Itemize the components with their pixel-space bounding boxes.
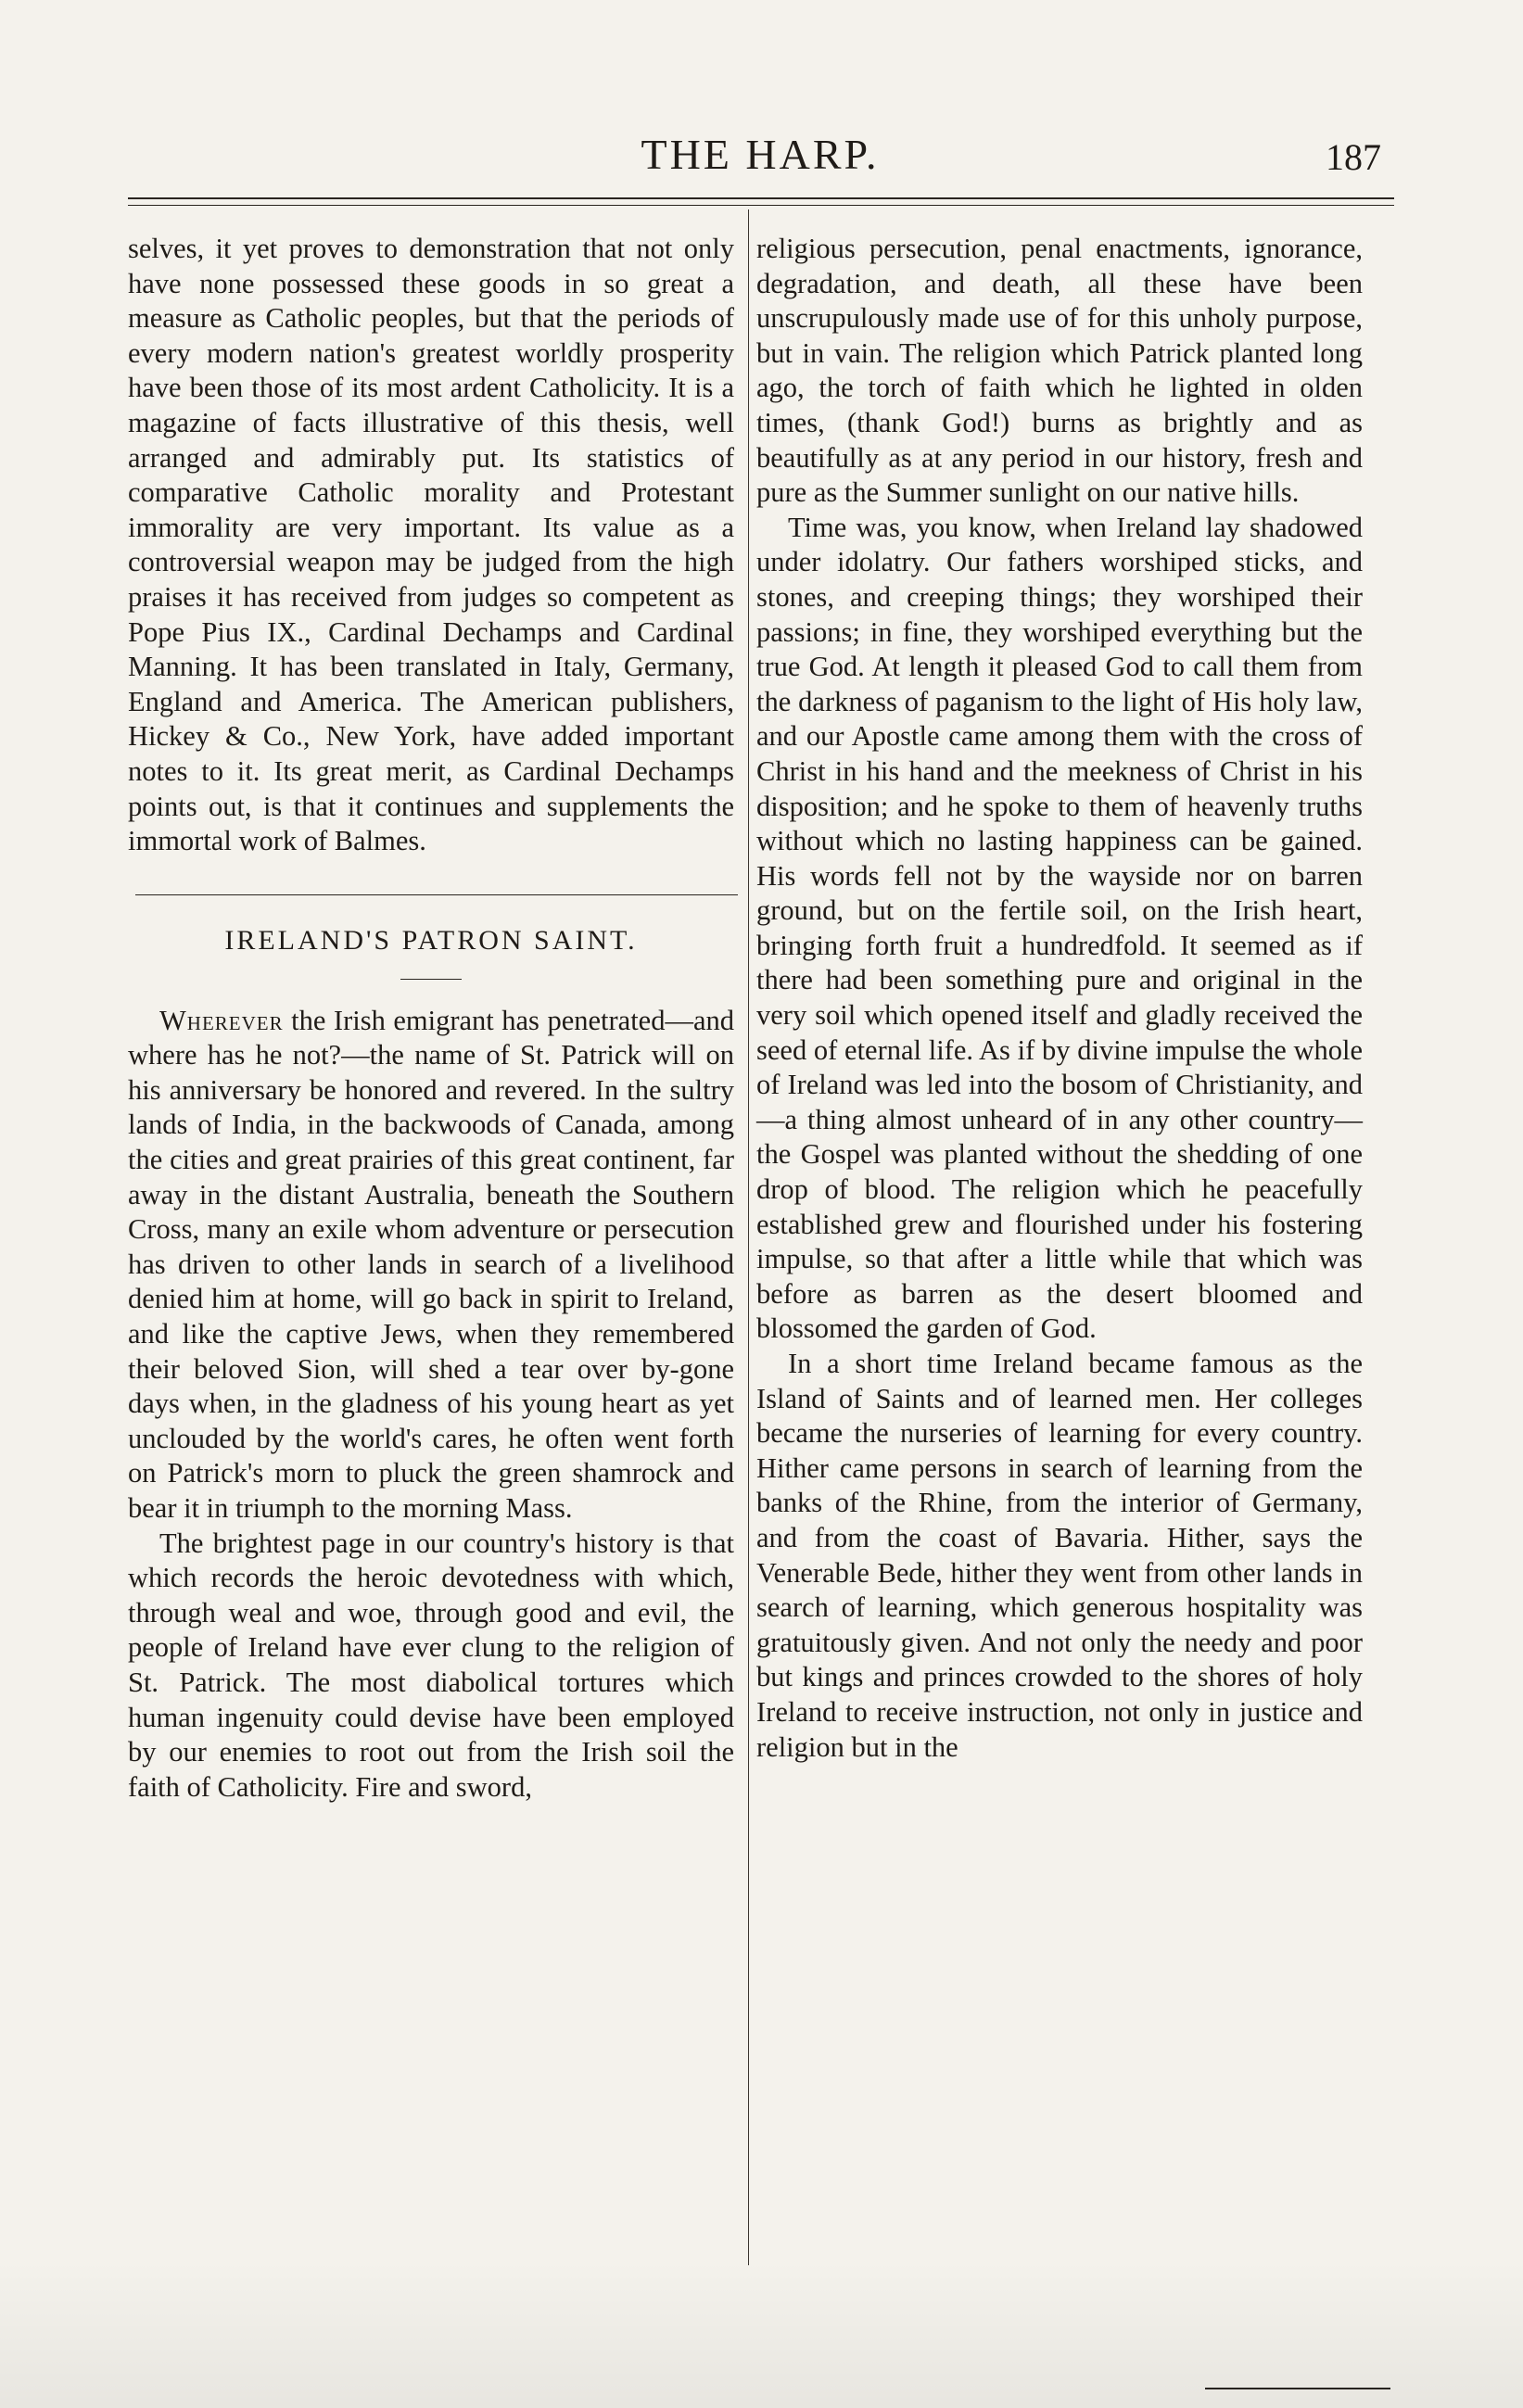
article-paragraph-1-text: the Irish emigrant has penetrated—and where has he not?—the name of St. Patrick will on his anniversary be honored and revered. In the sultry lands of India, in the backwoods of Canada, among the cities and great prairies of this great continent, far away in the distant Australia, beneath the Southern Cross, many an exile whom adventure or persecution has driven to other lands in search of a livelihood denied him at home, will go back in spirit to Ireland, and like the captive Jews, when they remembered their beloved Sion, will shed a tear over by-gone days when, in the gladness of his young heart as yet unclouded by the world's cares, he often went forth on Patrick's morn to pluck the green shamrock and bear it in triumph to the morning Mass.	[128, 1004, 734, 1524]
header-rule	[128, 197, 1394, 199]
header-rule-thin	[128, 205, 1394, 206]
article-title: IRELAND'S PATRON SAINT.	[224, 924, 638, 956]
article-paragraph-3: religious persecution, penal enactments, ignorance, degradation, and death, all these have been unscrupulously made use of for this unholy purpose, but in vain. The religion which Patrick planted long ago, the torch of faith which he lighted in olden times, (thank God!) burns as brightly and as beautifully as at any period in our history, fresh and pure as the Summer sunlight on our native hills.	[756, 233, 1363, 509]
lead-word: Wherever	[159, 1004, 284, 1036]
running-head	[130, 130, 1390, 195]
section-divider-rule	[135, 894, 738, 895]
article-paragraph-2: The brightest page in our country's history is that which records the heroic devotedness with which, through weal and woe, through good and evil, the people of Ireland have ever clung to the religion of St. Patrick. The most diabolical tortures which human ingenuity could devise have been employed by our enemies to root out from the Irish soil the faith of Catholicity. Fire and sword,	[128, 1527, 734, 1803]
left-column	[128, 232, 734, 1805]
title-underline-rule	[400, 979, 462, 980]
article-paragraph-1	[128, 1004, 734, 1527]
article-paragraph-4: Time was, you know, when Ireland lay shadowed under idolatry. Our fathers worshiped sticks, and stones, and creeping things; they worshiped their passions; in fine, they worshiped everything but the true God. At length it pleased God to call them from the darkness of paganism to the light of His holy law, and our Apostle came among them with the cross of Christ in his hand and the meekness of Christ in his disposition; and he spoke to them of heavenly truths without which no lasting happiness can be gained. His words fell not by the wayside nor on barren ground, but on the fertile soil, on the Irish heart, bringing forth fruit a hundredfold. It seemed as if there had been something pure and original in the very soil which opened itself and gladly received the seed of eternal life. As if by divine impulse the whole of Ireland was led into the bosom of Christianity, and—a thing almost unheard of in any other country—the Gospel was planted without the shedding of one drop of blood. The religion which he peacefully established grew and flourished under his fostering impulse, so that after a little while that which was before as barren as the desert bloomed and blossomed the garden of God.	[756, 511, 1363, 1345]
page-title: THE HARP.	[641, 131, 880, 178]
page-number: 187	[1326, 136, 1381, 178]
right-column	[756, 232, 1363, 1765]
continuation-paragraph: selves, it yet proves to demonstration that not only have none possessed these goods in so great a measure as Catholic peoples, but that the periods of every modern nation's greatest worldly prosperity have been those of its most ardent Catholicity. It is a magazine of facts illustrative of this thesis, well arranged and admirably put. Its statistics of comparative Catholic morality and Protestant immorality are very important. Its value as a controversial weapon may be judged from the high praises it has received from judges so competent as Pope Pius IX., Cardinal Dechamps and Cardinal Manning. It has been translated in Italy, Germany, England and America. The American publishers, Hickey & Co., New York, have added important notes to it. Its great merit, as Cardinal Dechamps points out, is that it continues and supplements the immortal work of Balmes.	[128, 233, 734, 857]
article-paragraph-5: In a short time Ireland became famous as the Island of Saints and of learned men. Her colleges became the nurseries of learning for every country. Hither came persons in search of learning from the banks of the Rhine, from the interior of Germany, and from the coast of Bavaria. Hither, says the Venerable Bede, hither they went from other lands in search of learning, which generous hospitality was gratuitously given. And not only the needy and poor but kings and princes crowded to the shores of holy Ireland to receive instruction, not only in justice and religion but in the	[756, 1348, 1363, 1763]
column-divider	[748, 209, 749, 2265]
paper-texture	[0, 2260, 1523, 2408]
